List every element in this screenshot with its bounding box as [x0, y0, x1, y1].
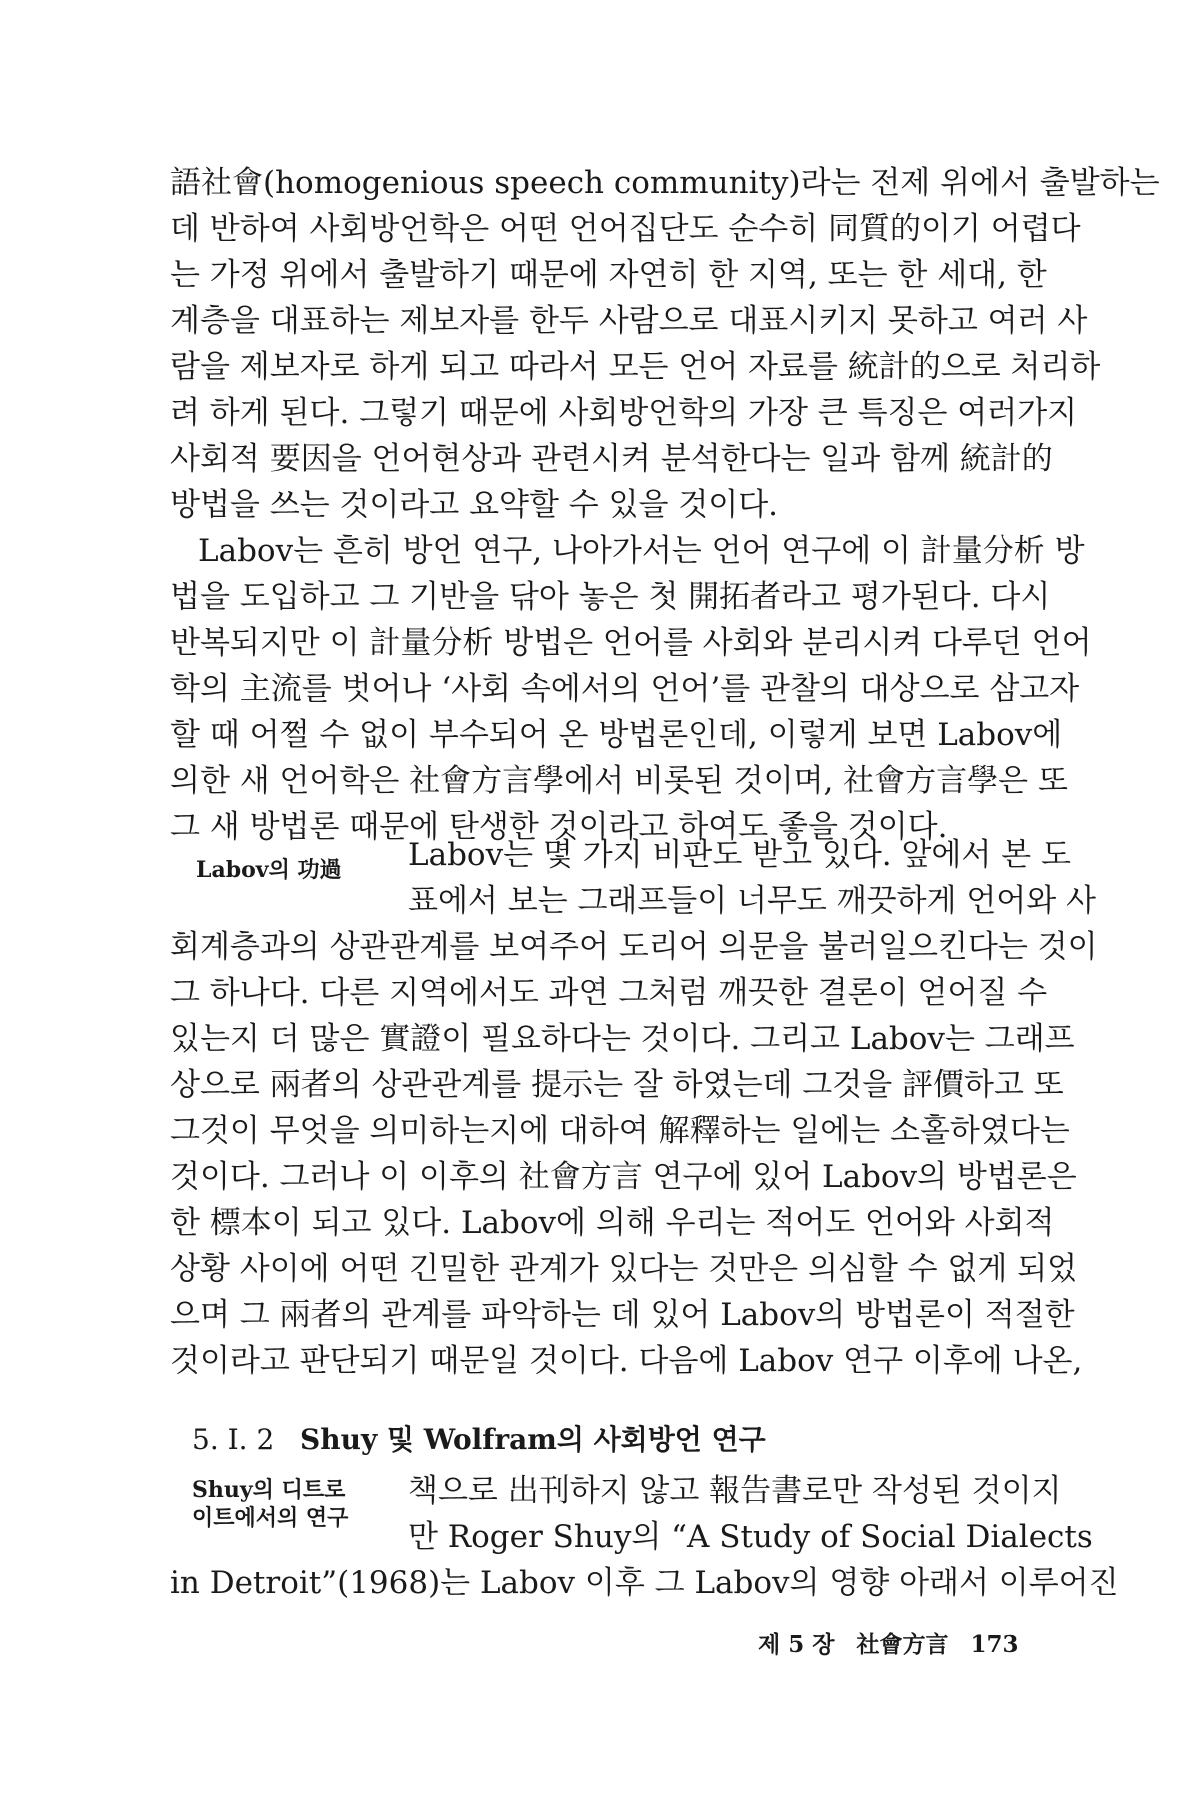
section-number: 5. I. 2: [192, 1423, 275, 1456]
text-line: 데 반하여 사회방언학은 어떤 언어집단도 순수히 同質的이기 어렵다: [170, 211, 1081, 247]
text-line: 반복되지만 이 計量分析 방법은 언어를 사회와 분리시켜 다루던 언어: [170, 625, 1092, 661]
section-heading: [192, 1420, 766, 1460]
side-note-line: Shuy의 디트로: [192, 1477, 346, 1503]
text-line: 회계층과의 상관관계를 보여주어 도리어 의문을 불러일으킨다는 것이: [170, 929, 1098, 965]
footer-chapter-title: 社會方言: [856, 1631, 949, 1658]
text-line: 그 새 방법론 때문에 탄생한 것이라고 하여도 좋을 것이다.: [170, 809, 948, 845]
text-line: 사회적 要因을 언어현상과 관련시켜 분석한다는 일과 함께 統計的: [170, 441, 1053, 477]
page-number: 173: [970, 1631, 1019, 1658]
text-line: 책으로 出刊하지 않고 報告書로만 작성된 것이지: [408, 1473, 1062, 1509]
text-line: 상으로 兩者의 상관관계를 提示는 잘 하였는데 그것을 評價하고 또: [170, 1067, 1064, 1103]
text-line: 것이다. 그러나 이 이후의 社會方言 연구에 있어 Labov의 방법론은: [170, 1159, 1077, 1195]
text-line: 으며 그 兩者의 관계를 파악하는 데 있어 Labov의 방법론이 적절한: [170, 1297, 1075, 1333]
text-line: Labov는 몇 가지 비판도 받고 있다. 앞에서 본 도: [408, 837, 1071, 873]
text-line: 할 때 어쩔 수 없이 부수되어 온 방법론인데, 이렇게 보면 Labov에: [170, 717, 1063, 753]
text-line: 것이라고 판단되기 때문일 것이다. 다음에 Labov 연구 이후에 나온,: [170, 1343, 1083, 1379]
text-line: 한 標本이 되고 있다. Labov에 의해 우리는 적어도 언어와 사회적: [170, 1205, 1055, 1241]
text-line: 학의 主流를 벗어나 ‘사회 속에서의 언어’를 관찰의 대상으로 삼고자: [170, 671, 1080, 707]
text-line: 법을 도입하고 그 기반을 닦아 놓은 첫 開拓者라고 평가된다. 다시: [170, 579, 1051, 615]
text-line: 만 Roger Shuy의 “A Study of Social Dialects: [408, 1519, 1093, 1555]
text-line: 려 하게 된다. 그렇기 때문에 사회방언학의 가장 큰 특징은 여러가지: [170, 395, 1078, 431]
section-title: Shuy 및 Wolfram의 사회방언 연구: [300, 1423, 766, 1456]
text-line: 표에서 보는 그래프들이 너무도 깨끗하게 언어와 사: [408, 883, 1096, 919]
text-line: 람을 제보자로 하게 되고 따라서 모든 언어 자료를 統計的으로 처리하: [170, 349, 1101, 385]
text-line: 상황 사이에 어떤 긴밀한 관계가 있다는 것만은 의심할 수 없게 되었: [170, 1251, 1078, 1287]
text-line: 는 가정 위에서 출발하기 때문에 자연히 한 지역, 또는 한 세대, 한: [170, 257, 1047, 293]
side-note-shuy: [192, 1476, 348, 1532]
text-line: 의한 새 언어학은 社會方言學에서 비롯된 것이며, 社會方言學은 또: [170, 763, 1068, 799]
text-line: 있는지 더 많은 實證이 필요하다는 것이다. 그리고 Labov는 그래프: [170, 1021, 1075, 1057]
text-line: in Detroit”(1968)는 Labov 이후 그 Labov의 영향 아래서 이루어진: [170, 1565, 1119, 1601]
text-line: Labov는 흔히 방언 연구, 나아가서는 언어 연구에 이 計量分析 방: [198, 533, 1085, 569]
text-line: 그것이 무엇을 의미하는지에 대하여 解釋하는 일에는 소홀하였다는: [170, 1113, 1070, 1149]
text-line: 방법을 쓰는 것이라고 요약할 수 있을 것이다.: [170, 487, 779, 523]
text-line: 語社會(homogenious speech community)라는 전제 위에서 출발하는: [170, 165, 1160, 201]
text-line: 그 하나다. 다른 지역에서도 과연 그처럼 깨끗한 결론이 얻어질 수: [170, 975, 1048, 1011]
side-note-line: 이트에서의 연구: [192, 1505, 349, 1531]
text-line: 계층을 대표하는 제보자를 한두 사람으로 대표시키지 못하고 여러 사: [170, 303, 1088, 339]
page-footer: [758, 1628, 1018, 1662]
side-note-labov: Labov의 功過: [196, 857, 342, 883]
footer-chapter: 제 5 장: [758, 1631, 835, 1658]
